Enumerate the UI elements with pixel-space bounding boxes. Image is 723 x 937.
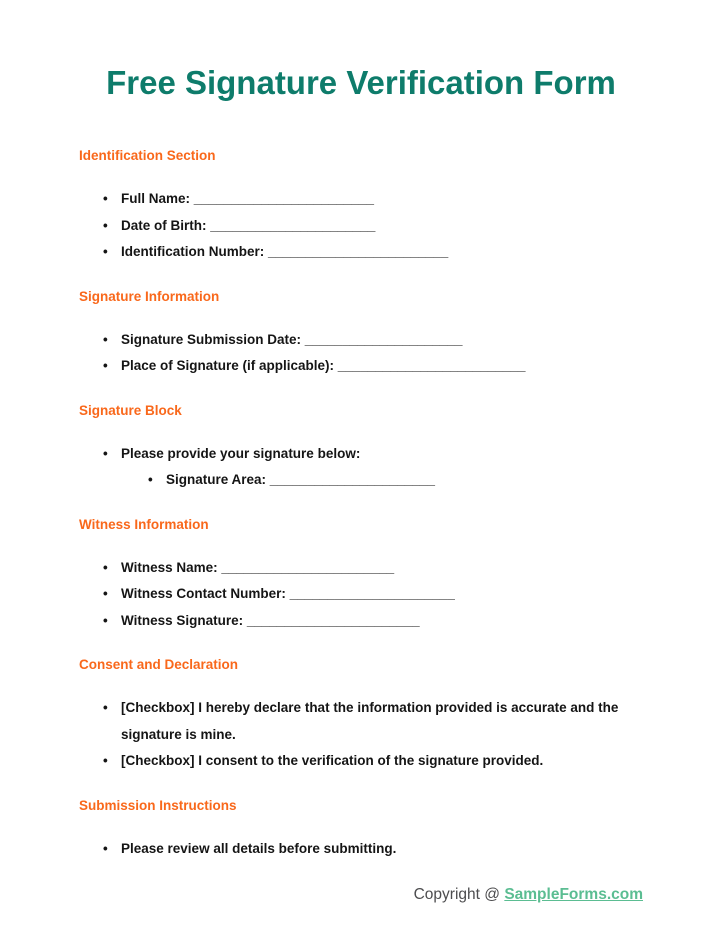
witness-information-list [79,555,643,635]
section-heading-witness-information: Witness Information [79,516,209,532]
list-item [79,327,643,354]
identification-list [79,186,643,266]
section-heading-signature-block: Signature Block [79,402,182,418]
signature-block-sublist [121,467,643,494]
signature-information-list [79,327,643,380]
list-item-text: Full Name: ________________________ [121,191,374,206]
list-item [79,353,643,380]
list-item-text: Witness Signature: _______________________ [121,612,420,628]
list-item-text: Please provide your signature below: [121,445,361,461]
list-item [79,239,643,266]
list-item-text: Date of Birth: ______________________ [121,217,376,233]
list-item [79,748,643,775]
section-signature-information [79,288,643,380]
list-item-text: Signature Submission Date: _____________________ [121,331,463,347]
list-item [79,555,643,582]
section-identification [79,147,643,266]
section-consent-declaration [79,656,643,775]
section-heading-signature-information: Signature Information [79,288,220,304]
section-signature-block [79,402,643,494]
list-item [79,836,643,863]
section-submission-instructions [79,797,643,863]
list-item-text: Signature Area: ______________________ [166,472,435,487]
signature-block-list [79,441,643,494]
list-item-text: Witness Name: _______________________ [121,559,395,575]
list-item [79,581,643,608]
list-item-text: [Checkbox] I hereby declare that the information provided is accurate and the signature is mine. [121,700,619,742]
page-title: Free Signature Verification Form [106,64,616,101]
list-item [79,441,643,494]
list-item [79,608,643,635]
section-witness-information [79,516,643,635]
section-heading-consent-declaration: Consent and Declaration [79,657,239,672]
nested-list-item [121,467,643,494]
section-heading-identification: Identification Section [79,148,216,163]
list-item-text: Place of Signature (if applicable): _________________________ [121,358,526,373]
list-item-text: Identification Number: ________________________ [121,244,449,259]
footer [79,884,643,906]
section-heading-submission-instructions: Submission Instructions [79,797,237,813]
consent-declaration-list [79,695,643,775]
list-item-text: [Checkbox] I consent to the verification of the signature provided. [121,753,544,768]
list-item-text: Please review all details before submitting. [121,840,397,856]
list-item [79,695,643,748]
list-item [79,186,643,213]
submission-instructions-list [79,836,643,863]
list-item [79,213,643,240]
list-item-text: Witness Contact Number: ______________________ [121,586,455,601]
copyright-text: Copyright @ [413,886,500,903]
sampleforms-link[interactable]: SampleForms.com [504,886,643,903]
